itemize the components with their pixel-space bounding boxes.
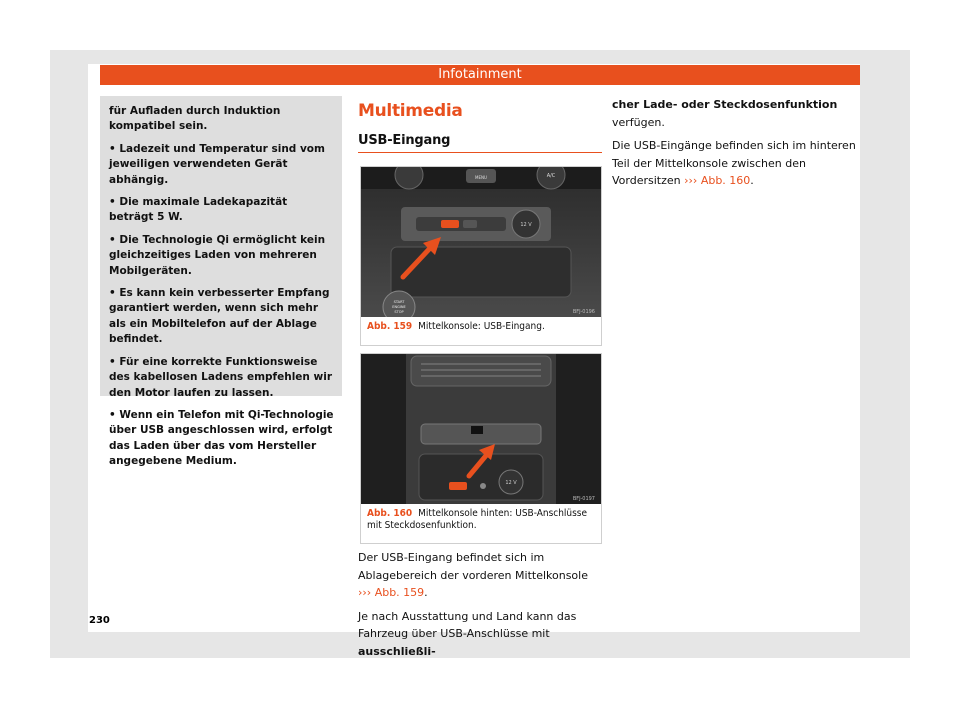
menu-label: MENU <box>475 175 487 180</box>
ref-abb-159[interactable]: ››› Abb. 159 <box>358 586 425 599</box>
warning-text-0: für Aufladen durch Induktion kompatibel sein. <box>109 105 281 133</box>
paragraph-usb-rear-text: Die USB-Eingänge befinden sich im hinteren Teil der Mittelkonsole zwischen den Vordersitzen <box>612 139 856 187</box>
paragraph-continuation-bold: cher Lade- oder Steckdosenfunktion <box>612 98 838 111</box>
figure-caption-text-159: Mittelkonsole: USB-Eingang. <box>418 321 545 332</box>
paragraph-equipment-bold: ausschließli- <box>358 644 436 658</box>
ref-abb-160[interactable]: ››› Abb. 160 <box>684 174 751 187</box>
warning-bullet-1: • Ladezeit und Temperatur sind vom jeweiligen verwendeten Gerät abhängig. <box>109 142 325 186</box>
paragraph-usb-rear <box>612 137 858 190</box>
figure-label-160: Abb. 160 <box>367 508 413 519</box>
right-body-text <box>612 96 858 196</box>
socket-label-front: 12 V <box>520 222 532 228</box>
page-number: 230 <box>89 615 110 626</box>
figure-label-159: Abb. 159 <box>367 321 413 332</box>
figure-code-159: BFJ-0196 <box>572 309 595 315</box>
figure-159 <box>360 166 602 346</box>
figure-caption-160 <box>361 504 601 532</box>
paragraph-usb-front-end: . <box>424 586 428 599</box>
section-header: Infotainment <box>100 65 860 85</box>
figure-caption-text-160: Mittelkonsole hinten: USB-Anschlüsse mit Steckdosenfunktion. <box>367 508 588 531</box>
warning-bullet-2: • Die maximale Ladekapazität beträgt 5 W. <box>109 196 288 224</box>
paragraph-continuation-text: verfügen. <box>612 115 665 129</box>
start-label-2: ENGINE <box>392 305 406 309</box>
warning-box <box>100 96 342 468</box>
warning-bullet-5: • Für eine korrekte Funktionsweise des kabellosen Ladens empfehlen wir den Motor laufen zu lassen. <box>109 355 333 399</box>
warning-bullet-6: • Wenn ein Telefon mit Qi-Technologie über USB angeschlossen wird, erfolgt das Laden über das vom Hersteller angegebene Medium. <box>109 408 334 468</box>
figure-code-160: BFJ-0197 <box>572 496 595 502</box>
paragraph-equipment <box>358 608 602 661</box>
socket-label-rear: 12 V <box>505 480 517 486</box>
paragraph-equipment-text: Je nach Ausstattung und Land kann das Fahrzeug über USB-Anschlüsse mit <box>358 609 577 640</box>
paragraph-usb-front-text: Der USB-Eingang befindet sich im Ablagebereich der vorderen Mittelkonsole <box>358 551 588 582</box>
usb-front-console-image <box>361 167 601 317</box>
paragraph-usb-front <box>358 549 602 602</box>
usb-rear-console-image <box>361 354 601 504</box>
figure-160 <box>360 353 602 544</box>
middle-column <box>356 96 602 153</box>
start-label-1: START <box>393 300 405 304</box>
middle-body-text <box>358 549 602 666</box>
ac-label: A/C <box>546 173 556 179</box>
paragraph-continuation <box>612 96 858 131</box>
start-label-3: STOP <box>394 310 404 314</box>
figure-caption-159 <box>361 317 601 333</box>
warning-bullet-4: • Es kann kein verbesserter Empfang garantiert werden, wenn sich mehr als ein Mobiltelefon auf der Ablage befindet. <box>109 287 330 346</box>
section-subtitle: USB-Eingang <box>358 133 602 153</box>
warning-bullet-3: • Die Technologie Qi ermöglicht kein gleichzeitiges Laden von mehreren Mobilgeräten. <box>109 233 326 277</box>
paragraph-usb-rear-end: . <box>750 174 754 187</box>
section-title: Multimedia <box>358 101 463 121</box>
